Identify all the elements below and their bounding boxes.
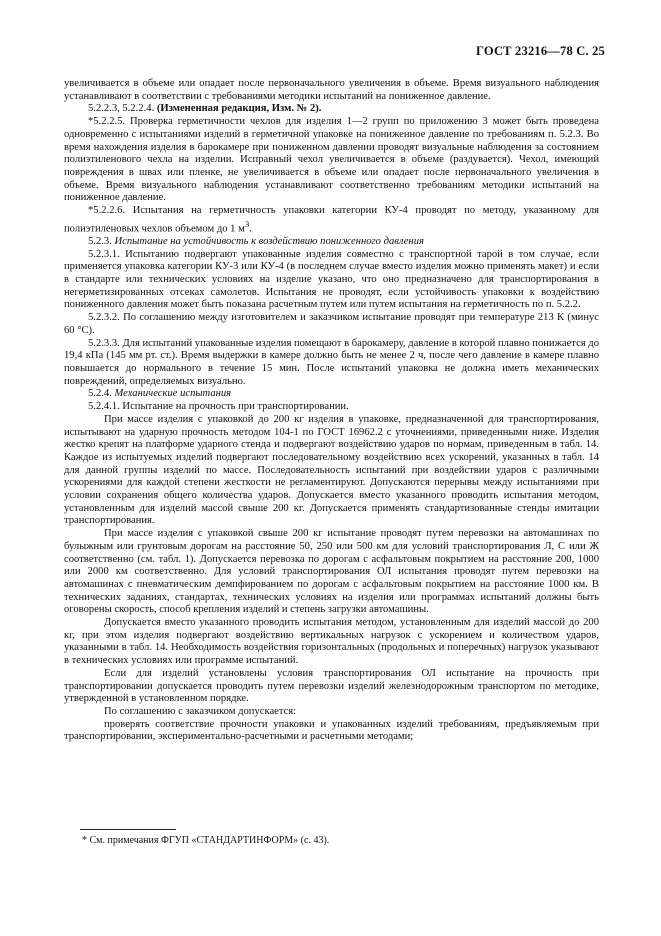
paragraph: увеличивается в объеме или опадает после первоначального увеличения в объеме. Время визуального наблюдения устанавливают в соответствии с требованиями методики испытаний на пониженное давление.: [64, 78, 599, 102]
paragraph: При массе изделия с упаковкой до 200 кг изделия в упаковке, предназначенной для транспортирования, испытывают на ударную прочность методом 104-1 по ГОСТ 16962.2 с уточнениями, приведенными ниже. Изделия жестко крепят на платформе ударного стенда и подвергают воздействию ударов по нормам, приведенным в табл. 14. Каждое из испытуемых изделий подвергают последовательному воздействию всех ускорений, указанных в табл. 14 для данной группы изделий по массе. Последовательность испытаний при воздействии ударов с различными ускорениями для каждой степени жесткости не регламентируют. Допускаются перерывы между испытаниями при условии сохранения общего количества ударов. Допускается вместо указанного проводить испытания методом, установленным для изделий массой свыше 200 кг. Допускается применять стандартизованные стенды имитации транспортирования.: [64, 413, 599, 527]
footnote: * См. примечания ФГУП «СТАНДАРТИНФОРМ» (с. 43).: [82, 835, 330, 846]
footnote-divider: [80, 829, 176, 830]
paragraph: При массе изделия с упаковкой свыше 200 кг испытание проводят путем перевозки на автомашинах по булыжным или грунтовым дорогам на расстояние 50, 250 или 500 км для условий транспортирования Л, С или Ж соответственно (см. табл. 1). Допускается перевозка по дорогам с асфальтовым покрытием на расстояние 200, 1000 или 2000 км соответственно. Для условий транспортирования ОЛ испытания проводят путем перевозки на автомашинах с пневматическим демпфированием по дорогам с асфальтовым покрытием на расстояние 1000 км. В технических заданиях, стандартах, технических условиях на изделия или программах испытаний должны быть оговорены скорость, способ крепления изделий и степень загрузки автомашины.: [64, 528, 599, 616]
paragraph-5-2-2-5: *5.2.2.5. Проверка герметичности чехлов для изделия 1—2 групп по приложению 3 может быть проведена одновременно с испытаниями изделий в герметичной упаковке на пониженное давление по требованиям п. 5.2.3. Во время нахождения изделия в барокамере при пониженном давлении проводят визуальные наблюдения за состоянием полиэтиленового чехла на изделии. Исправный чехол увеличивается в объеме (раздувается). Чехол, имеющий повреждения в швах или пленке, не увеличивается в объеме или опадает после первоначального увеличения в объеме. Время визуального наблюдения устанавливают соответственно требованиям методики испытаний на пониженное давление.: [64, 116, 599, 204]
superscript: 3: [244, 218, 250, 229]
section-heading-5-2-3: [64, 236, 599, 249]
clause-number: 5.2.3.: [88, 235, 112, 247]
paragraph-5-2-2-6: [64, 205, 599, 236]
amendment-text: (Измененная редакция, Изм. № 2).: [156, 103, 322, 115]
paragraph: проверять соответствие прочности упаковки и упакованных изделий требованиям, предъявляемым при транспортировании, экспериментально-расчетными и расчетными методами;: [64, 718, 599, 743]
paragraph: Допускается вместо указанного проводить испытания методом, установленным для изделий массой до 200 кг, при этом изделия подвергают воздействию вертикальных нагрузок с ускорением и количеством ударов, указанными в табл. 14. Необходимость воздействия горизонтальных (продольных и поперечных) нагрузок указывают в технических условиях или программе испытаний.: [64, 617, 599, 667]
section-heading-5-2-4: [64, 388, 599, 401]
paragraph-5-2-3-3: 5.2.3.3. Для испытаний упакованные изделия помещают в барокамеру, давление в которой плавно понижается до 19,4 кПа (145 мм рт. ст.). Время выдержки в камере должно быть не менее 2 ч, после чего давление в камере плавно повышается до нормального в течение 15 мин. После испытаний упаковка не должна иметь механических повреждений, определяемых визуально.: [64, 337, 599, 387]
clause-number: 5.2.4.: [88, 388, 112, 400]
paragraph: По соглашению с заказчиком допускается:: [104, 705, 297, 717]
paragraph-5-2-4-1: 5.2.4.1. Испытание на прочность при транспортировании.: [88, 401, 349, 413]
page-header: ГОСТ 23216—78 С. 25: [476, 44, 605, 58]
section-title: Испытание на устойчивость к воздействию пониженного давления: [114, 235, 424, 247]
amendment-note: [64, 103, 599, 116]
paragraph: Если для изделий установлены условия транспортирования ОЛ испытание на прочность при транспортировании допускается проводить путем перевозки изделий железнодорожным транспортом по методике, утвержденной в установленном порядке.: [64, 667, 599, 705]
paragraph-5-2-3-1: 5.2.3.1. Испытанию подвергают упакованные изделия совместно с транспортной тарой в том случае, если применяется упаковка категории КУ-3 или КУ-4 (в последнем случае вместо изделия можно применять макет) и если в стандарте или технических условиях на изделие указано, что оно предназначено для транспортирования в негерметизированных отсеках самолетов. Испытания не проводят, если устойчивость упаковки к воздействию пониженного давления может быть показана расчетным путем или путем испытания на герметичность по п. 5.2.2.: [64, 248, 599, 311]
paragraph-end: .: [249, 223, 252, 235]
paragraph-5-2-3-2: 5.2.3.2. По соглашению между изготовителем и заказчиком испытание проводят при температуре 213 К (минус 60 °С).: [64, 312, 599, 336]
document-body: [64, 78, 599, 744]
clause-number: 5.2.2.3, 5.2.2.4.: [88, 103, 155, 115]
paragraph-text: *5.2.2.6. Испытания на герметичность упаковки категории КУ-4 проводят по методу, указанному для полиэтиленовых чехлов объемом до 1 м: [64, 205, 599, 235]
section-title: Механические испытания: [114, 388, 232, 400]
